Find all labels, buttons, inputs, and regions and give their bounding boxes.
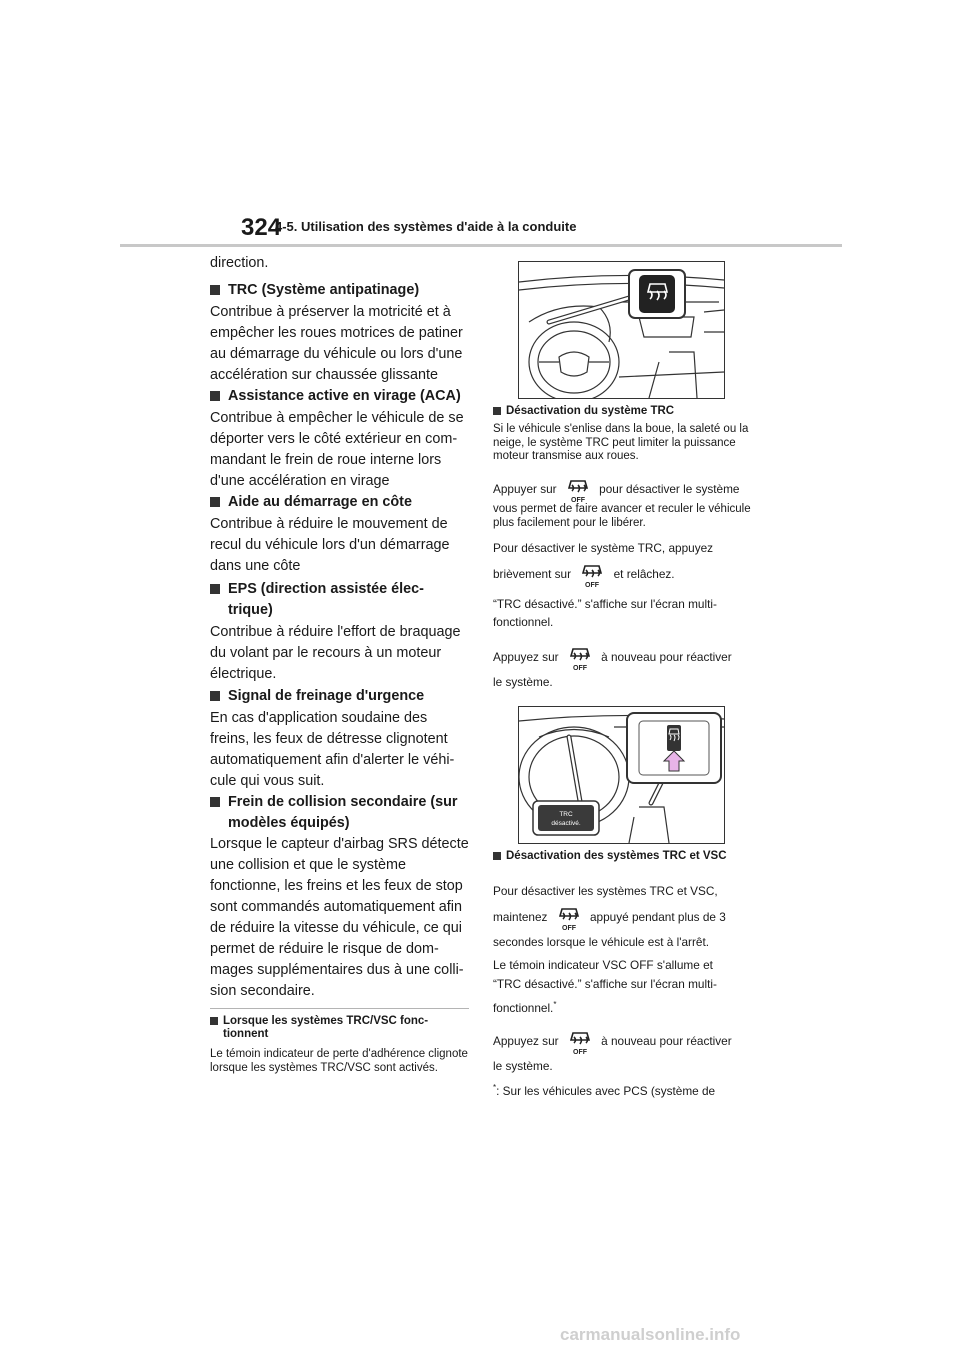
svg-text:OFF: OFF bbox=[570, 497, 585, 503]
bullet-square bbox=[210, 497, 220, 507]
body-hill-start: Contribue à réduire le mouvement de recul du véhicule lors d'un démarrage dans une côte bbox=[210, 516, 450, 574]
heading-eps: EPS (direction assistée élec- trique) bbox=[210, 579, 470, 621]
trc-off-line-2: vous permet de faire avancer et reculer le véhicule plus facilement pour le libérer. bbox=[493, 503, 751, 529]
bullet-square bbox=[210, 691, 220, 701]
svg-text:OFF: OFF bbox=[572, 665, 587, 671]
heading-hill-start: Aide au démarrage en côte bbox=[210, 492, 470, 513]
note-divider bbox=[210, 1008, 469, 1009]
heading-trc: TRC (Système antipatinage) bbox=[210, 280, 470, 301]
heading-secondary-collision-brake: Frein de collision secondaire (sur modèles équipés) bbox=[210, 792, 470, 834]
dashboard-figure-2 bbox=[518, 706, 725, 844]
svg-text:OFF: OFF bbox=[561, 925, 576, 931]
trc-off-switch-icon bbox=[555, 905, 583, 931]
trc-off-line-7: Appuyez sur OFF à nouveau pour réactiver bbox=[493, 645, 751, 671]
heading-trc-off: Désactivation du système TRC bbox=[493, 405, 751, 418]
dashboard-illustration bbox=[519, 262, 724, 398]
trc-off-line-4: brièvement sur OFF et relâchez. bbox=[493, 562, 751, 588]
display-label-trc: TRC bbox=[559, 811, 573, 818]
trc-vsc-line-4: Le témoin indicateur VSC OFF s'allume et bbox=[493, 958, 713, 972]
body-secondary-collision-brake: Lorsque le capteur d'airbag SRS détecte une collision et que le système fonctionne, les freins et les feux de stop sont commandés automatiquement afin de réduire la vitesse du véhicule, ce qui permet de réduire le risque de dom- mages supplémentaires dus à une colli- sion secondaire. bbox=[210, 836, 469, 999]
trc-off-line-3: Pour désactiver le système TRC, appuyez bbox=[493, 541, 714, 555]
trc-vsc-line-1: Pour désactiver les systèmes TRC et VSC, bbox=[493, 884, 718, 898]
intro-text: direction. bbox=[210, 255, 269, 271]
bullet-square bbox=[493, 407, 501, 415]
trc-off-line-6: fonctionnel. bbox=[493, 615, 554, 629]
heading-emergency-brake-signal: Signal de freinage d'urgence bbox=[210, 686, 470, 707]
section-title: 4-5. Utilisation des systèmes d'aide à la conduite bbox=[275, 219, 577, 234]
note-heading: Lorsque les systèmes TRC/VSC fonc- tionnent bbox=[210, 1015, 470, 1041]
watermark: carmanualsonline.info bbox=[560, 1325, 741, 1344]
dashboard-figure-1 bbox=[518, 261, 725, 399]
trc-vsc-line-5: “TRC désactivé.” s'affiche sur l'écran multi- bbox=[493, 977, 717, 991]
bullet-square bbox=[210, 1017, 218, 1025]
trc-off-switch-icon bbox=[578, 562, 606, 588]
trc-off-switch-icon bbox=[566, 1029, 594, 1055]
heading-aca: Assistance active en virage (ACA) bbox=[210, 386, 470, 407]
svg-text:OFF: OFF bbox=[585, 582, 600, 588]
bullet-square bbox=[210, 797, 220, 807]
footnote: *: Sur les véhicules avec PCS (système de bbox=[493, 1083, 716, 1098]
trc-vsc-line-7: Appuyez sur OFF à nouveau pour réactiver bbox=[493, 1029, 751, 1055]
trc-off-switch-icon bbox=[564, 477, 592, 503]
trc-off-line-8: le système. bbox=[493, 675, 553, 689]
body-eps: Contribue à réduire l'effort de braquage du volant par le recours à un moteur électrique. bbox=[210, 624, 461, 682]
bullet-square bbox=[210, 584, 220, 594]
heading-trc-vsc-off: Désactivation des systèmes TRC et VSC bbox=[493, 850, 751, 863]
bullet-square bbox=[493, 852, 501, 860]
trc-vsc-line-2: maintenez OFF appuyé pendant plus de 3 bbox=[493, 905, 751, 931]
display-label-desactive: désactivé. bbox=[551, 820, 581, 827]
body-emergency-brake-signal: En cas d'application soudaine des freins, les feux de détresse clignotent automatiquement afin d'alerter le véhi- cule qui vous suit. bbox=[210, 710, 455, 789]
bullet-square bbox=[210, 285, 220, 295]
bullet-square bbox=[210, 391, 220, 401]
body-aca: Contribue à empêcher le véhicule de se déporter vers le côté extérieur en com- mandant le frein de roue interne lors d'une accélération en virage bbox=[210, 410, 464, 489]
trc-vsc-line-8: le système. bbox=[493, 1059, 553, 1073]
dashboard-illustration bbox=[519, 707, 724, 843]
header-rule bbox=[120, 244, 842, 247]
trc-off-line-1: Appuyer sur OFF pour désactiver le système bbox=[493, 477, 751, 503]
page-number: 324 bbox=[241, 214, 282, 241]
trc-vsc-line-6: fonctionnel.* bbox=[493, 1000, 557, 1015]
body-trc: Contribue à préserver la motricité et à empêcher les roues motrices de patiner au démarrage du véhicule ou lors d'une accélération sur chaussée glissante bbox=[210, 304, 463, 383]
trc-off-line-5: “TRC désactivé.” s'affiche sur l'écran multi- bbox=[493, 597, 717, 611]
trc-vsc-line-3: secondes lorsque le véhicule est à l'arrêt. bbox=[493, 935, 710, 949]
trc-off-switch-icon bbox=[566, 645, 594, 671]
trc-off-intro: Si le véhicule s'enlise dans la boue, la saleté ou la neige, le système TRC peut limiter la puissance moteur transmise aux roues. bbox=[493, 423, 749, 462]
svg-text:OFF: OFF bbox=[572, 1049, 587, 1055]
note-body: Le témoin indicateur de perte d'adhérence clignote lorsque les systèmes TRC/VSC sont activés. bbox=[210, 1048, 468, 1074]
